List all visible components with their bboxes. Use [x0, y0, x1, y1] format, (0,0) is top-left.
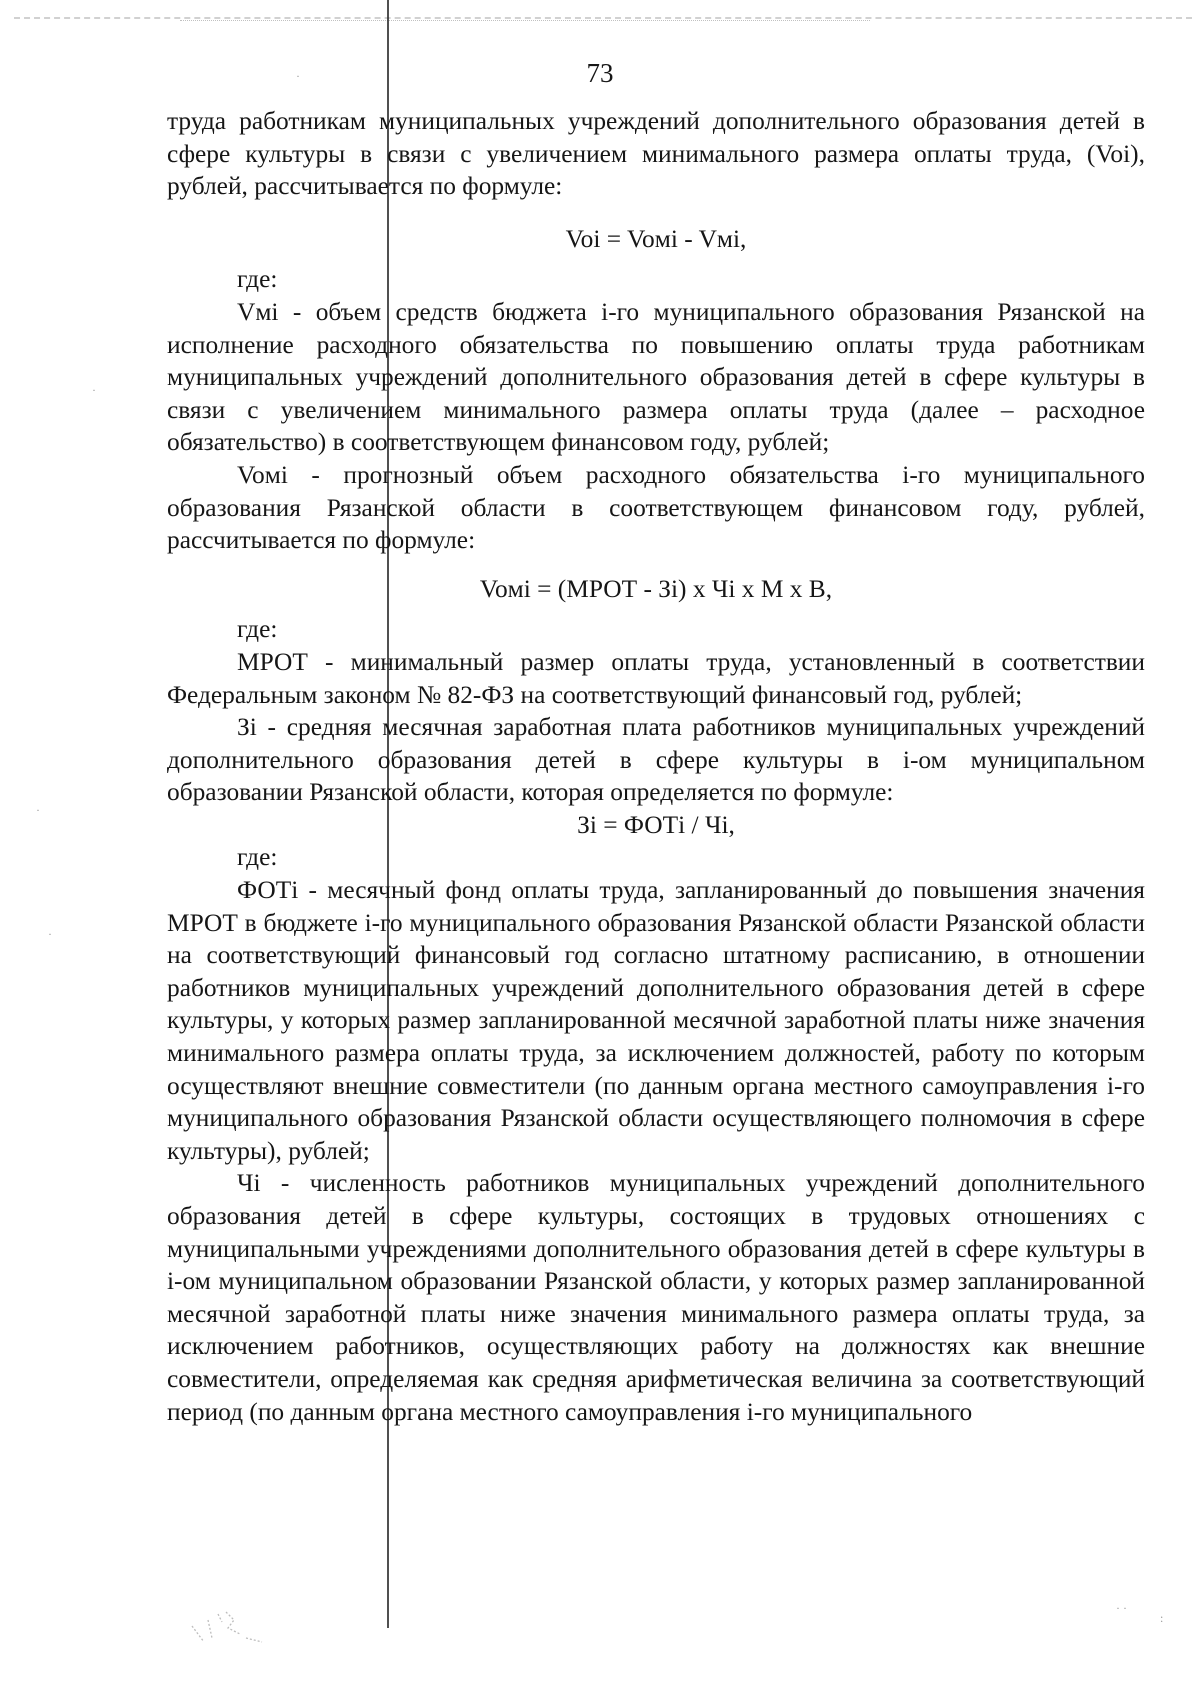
where-label: где:	[237, 615, 278, 644]
scan-speck: ·	[92, 383, 96, 397]
scan-smudge	[188, 1592, 274, 1648]
scan-speck: ·	[296, 69, 300, 83]
definition-foti: ФОТi - месячный фонд оплаты труда, запланированный до повышения значения МРОТ в бюджете i-го муниципального образования Рязанской области Рязанской области на соответствующий финансовый год согласно штатному расписанию, в отношении работников муниципальных учреждений дополнительного образования детей в сфере культуры, у которых размер запланированной месячной заработной платы ниже значения минимального размера оплаты труда, за исключением должностей, работу по которым осуществляют внешние совместители (по данным органа местного самоуправления i-го муниципального образования Рязанской области осуществляющего полномочия в сфере культуры), рублей;	[167, 876, 1145, 1165]
formula-voi: Voi = Voмi - Vмi,	[565, 224, 747, 253]
scan-speck: :	[1160, 1611, 1164, 1625]
scan-edge-artifact	[14, 17, 1192, 19]
scan-speck: · ·	[1116, 1601, 1127, 1615]
where-label: где:	[237, 265, 278, 294]
scan-speck: ·	[48, 927, 52, 941]
document-body	[167, 105, 1145, 1428]
definition-vomi: Voмi - прогнозный объем расходного обязательства i-го муниципального образования Рязанской области в соответствующем финансовом году, рублей, рассчитывается по формуле:	[167, 460, 1145, 555]
page-number: 73	[586, 58, 614, 88]
paragraph-continuation: труда работникам муниципальных учреждений дополнительного образования детей в сфере культуры в связи с увеличением минимального размера оплаты труда, (Voi), рублей, рассчитывается по формуле:	[167, 107, 1145, 201]
definition-zi: Зi - средняя месячная заработная плата работников муниципальных учреждений дополнительного образования детей в сфере культуры в i-ом муниципальном образовании Рязанской области, которая определяется по формуле:	[167, 713, 1145, 807]
scan-edge-artifact	[180, 20, 870, 21]
definition-mrot: МРОТ - минимальный размер оплаты труда, установленный в соответствии Федеральным законом № 82-ФЗ на соответствующий финансовый год, рублей;	[167, 647, 1145, 709]
formula-vomi: Voмi = (МРОТ - Зi) х Чi х М х В,	[479, 574, 833, 603]
where-label: где:	[237, 843, 278, 872]
definition-vmi: Vмi - объем средств бюджета i-го муниципального образования Рязанской на исполнение расходного обязательства по повышению оплаты труда работникам муниципальных учреждений дополнительного образования детей в сфере культуры в связи с увеличением минимального размера оплаты труда (далее – расходное обязательство) в соответствующем финансовом году, рублей;	[167, 297, 1145, 457]
formula-zi: Зi = ФОТi / Чi,	[577, 810, 735, 839]
definition-chi: Чi - численность работников муниципальных учреждений дополнительного образования детей в сфере культуры, состоящих в трудовых отношениях с муниципальными учреждениями дополнительного образования детей в сфере культуры в i-ом муниципальном образовании Рязанской области, у которых размер запланированной месячной заработной платы ниже значения минимального размера оплаты труда, за исключением работников, осуществляющих работу на должностях как внешние совместители, определяемая как средняя арифметическая величина за соответствующий период (по данным органа местного самоуправления i-го муниципального	[167, 1169, 1145, 1426]
scan-speck: ·	[36, 803, 40, 817]
